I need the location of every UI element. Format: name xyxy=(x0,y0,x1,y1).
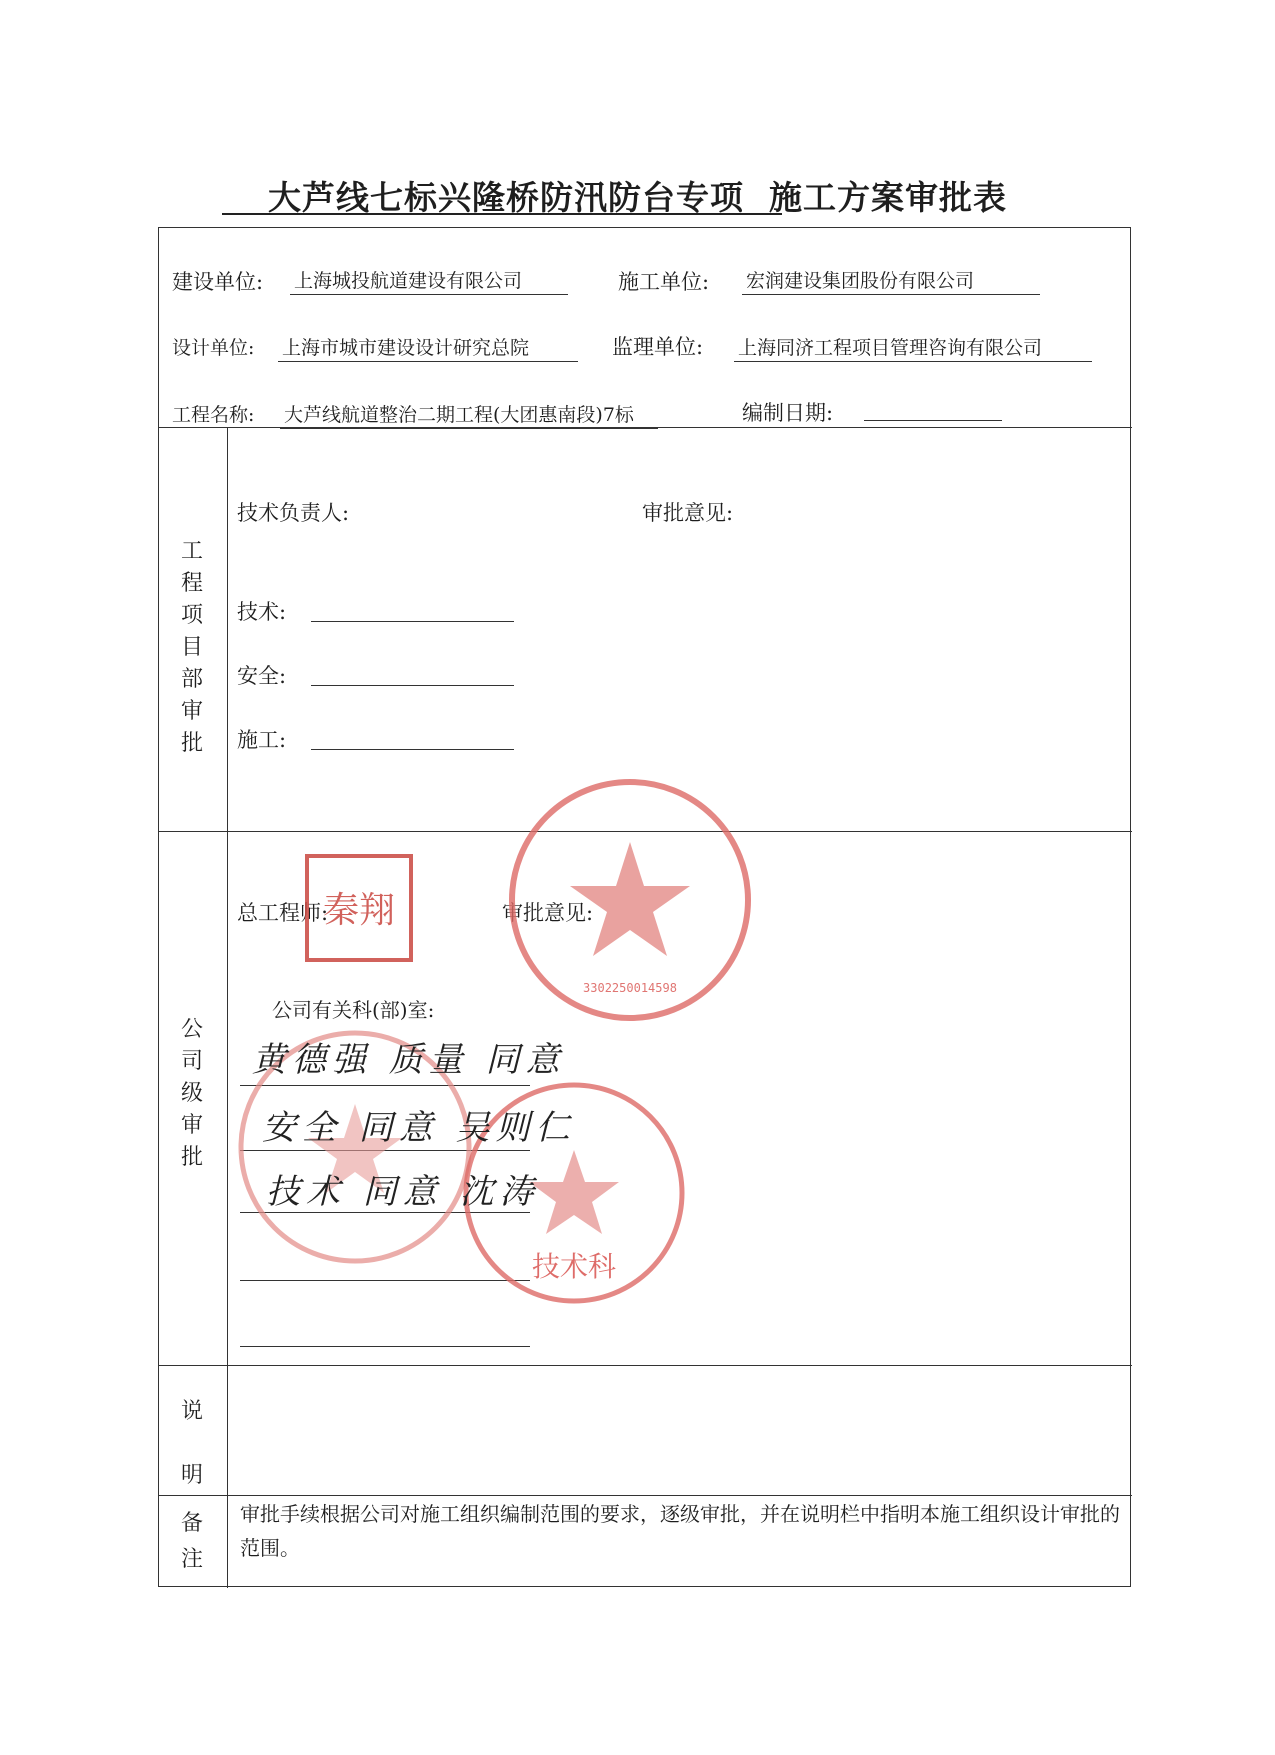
side-char: 明 xyxy=(180,1463,203,1488)
side-char: 工 xyxy=(180,539,203,564)
company-side-label xyxy=(172,1014,212,1174)
project-dept-side-label xyxy=(172,536,212,760)
side-char: 注 xyxy=(180,1547,203,1572)
construction-unit-label: 建设单位: xyxy=(172,270,264,294)
tech-label: 技术: xyxy=(237,600,287,624)
tech-lead-label: 技术负责人: xyxy=(237,501,350,525)
company-seal-number: 3302250014598 xyxy=(583,981,677,995)
tech-dept-seal-text: 技术科 xyxy=(531,1250,617,1283)
construction-signature-line xyxy=(311,749,514,750)
form-title xyxy=(0,172,1275,219)
side-char: 批 xyxy=(180,1145,203,1170)
side-char: 公 xyxy=(180,1017,203,1042)
dept-line-5 xyxy=(240,1346,530,1347)
title-project: 大芦线七标兴隆桥防汛防台专项 xyxy=(268,178,744,217)
supervisor-label: 监理单位: xyxy=(612,335,704,359)
divider-side-column xyxy=(227,427,228,1588)
handwritten-line-3: 技术 同意 沈涛 xyxy=(266,1172,540,1212)
construction-unit-value: 上海城投航道建设有限公司 xyxy=(290,266,568,295)
handwritten-line-2: 安全 同意 吴则仁 xyxy=(262,1108,576,1148)
contractor-value: 宏润建设集团股份有限公司 xyxy=(742,266,1040,295)
project-name-value: 大芦线航道整治二期工程(大团惠南段)7标 xyxy=(280,400,658,429)
company-approval-opinion-label: 审批意见: xyxy=(502,901,594,925)
explanation-side-label xyxy=(172,1380,212,1508)
handwritten-line-1: 黄德强 质量 同意 xyxy=(252,1040,566,1080)
notes-text: 审批手续根据公司对施工组织编制范围的要求，逐级审批，并在说明栏中指明本施工组织设计审批的范围。 xyxy=(240,1502,1120,1560)
contractor-label: 施工单位: xyxy=(618,270,710,294)
side-char: 司 xyxy=(180,1049,203,1074)
side-char: 程 xyxy=(180,571,203,596)
side-char: 批 xyxy=(180,731,203,756)
side-char: 目 xyxy=(180,635,203,660)
side-char: 审 xyxy=(180,1113,203,1138)
title-form-name: 施工方案审批表 xyxy=(768,178,1007,217)
tech-signature-line xyxy=(311,621,514,622)
side-char: 级 xyxy=(180,1081,203,1106)
compile-date-label: 编制日期: xyxy=(742,401,834,425)
safety-label: 安全: xyxy=(237,664,287,688)
side-char: 项 xyxy=(180,603,203,628)
title-underline xyxy=(222,213,782,215)
construction-label: 施工: xyxy=(237,728,287,752)
side-char: 说 xyxy=(180,1399,203,1424)
departments-label: 公司有关科(部)室: xyxy=(272,998,435,1022)
company-seal xyxy=(500,770,760,1030)
compile-date-value xyxy=(864,397,1002,421)
notes-side-label xyxy=(172,1506,212,1578)
side-char: 审 xyxy=(180,699,203,724)
chief-engineer-seal-text: 秦翔 xyxy=(322,890,396,931)
side-char: 备 xyxy=(180,1511,203,1536)
divider-company xyxy=(159,1365,1132,1366)
design-unit-value: 上海市城市建设设计研究总院 xyxy=(278,333,578,362)
project-name-label: 工程名称: xyxy=(172,404,255,426)
side-char: 部 xyxy=(180,667,203,692)
design-unit-label: 设计单位: xyxy=(172,337,255,359)
safety-signature-line xyxy=(311,685,514,686)
project-approval-opinion-label: 审批意见: xyxy=(642,501,734,525)
divider-explanation xyxy=(159,1495,1132,1496)
chief-engineer-label: 总工程师: xyxy=(237,901,329,925)
supervisor-value: 上海同济工程项目管理咨询有限公司 xyxy=(734,333,1092,362)
chief-engineer-seal xyxy=(303,852,415,964)
